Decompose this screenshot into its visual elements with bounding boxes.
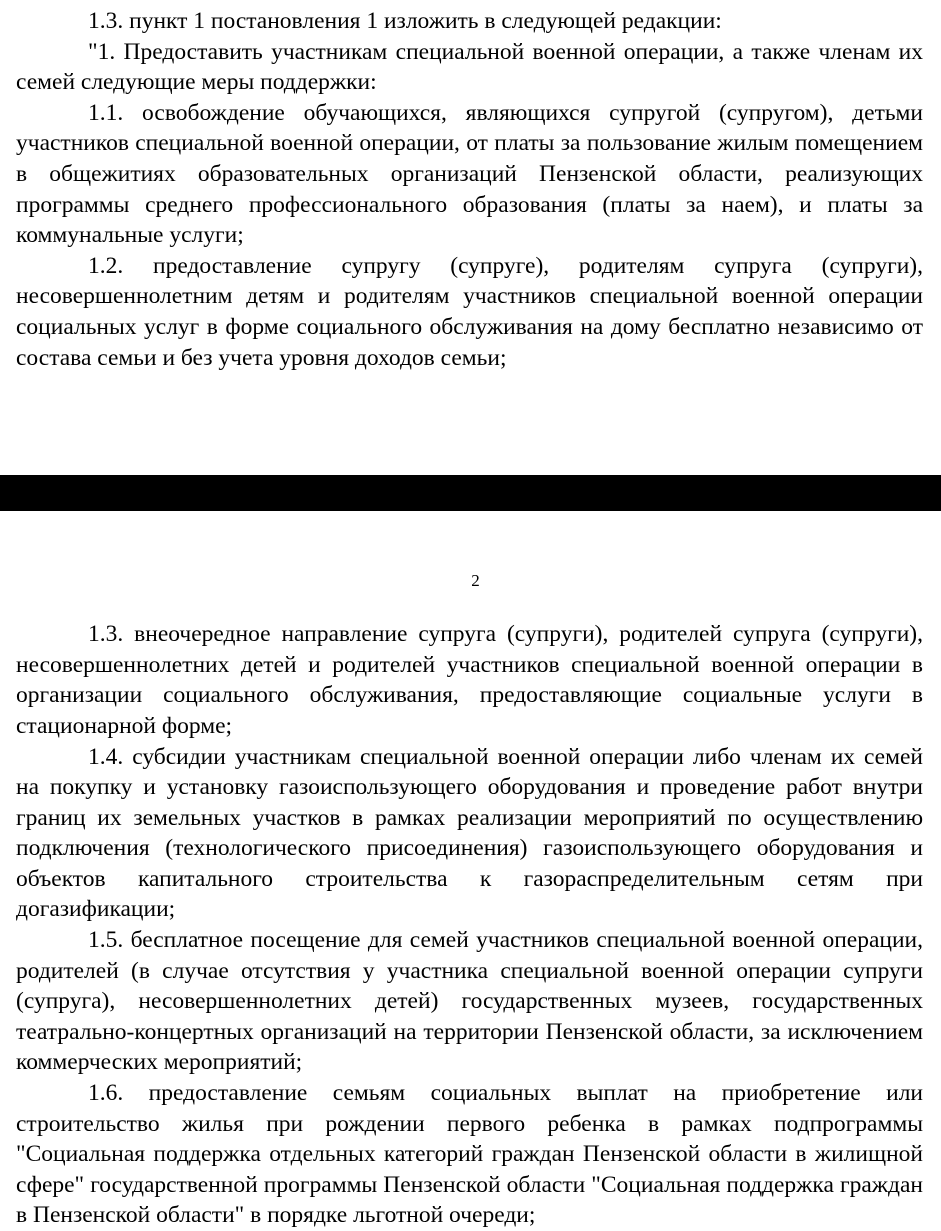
paragraph-1-5: 1.5. бесплатное посещение для семей участников специальной военной операции, родителей (в случае отсутствия у участника специальной военной операции супруги (супруга), несовершеннолетних детей) государственных музеев, государственных театрально-концертных организаций на территории Пензенской области, за исключением коммерческих мероприятий; bbox=[16, 927, 923, 1076]
document-page-2 bbox=[0, 511, 941, 1231]
paragraph-1-6: 1.6. предоставление семьям социальных выплат на приобретение или строительство жилья при рождении первого ребенка в рамках подпрограммы "Социальная поддержка отдельных категорий граждан Пензенской области в жилищной сфере" государственной программы Пензенской области "Социальная поддержка граждан в Пензенской области" в порядке льготной очереди; bbox=[16, 1080, 923, 1229]
paragraph-1-4: 1.4. субсидии участникам специальной военной операции либо членам их семей на покупку и установку газоиспользующего оборудования и проведение работ внутри границ их земельных участков в рамках реализации мероприятий по осуществлению подключения (технологического присоединения) газоиспользующего оборудования и объектов капитального строительства к газораспределительным сетям при догазификации; bbox=[16, 743, 923, 923]
paragraph-1-3: 1.3. внеочередное направление супруга (супруги), родителей супруга (супруги), несовершеннолетних детей и родителей участников специальной военной операции в организации социального обслуживания, предоставляющие социальные услуги в стационарной форме; bbox=[16, 621, 923, 739]
page-2-top-margin bbox=[16, 511, 923, 571]
page-number: 2 bbox=[471, 571, 480, 591]
paragraph-1-2: 1.2. предоставление супругу (супруге), родителям супруга (супруги), несовершеннолетним детям и родителям участников специальной военной операции социальных услуг в форме социального обслуживания на дому бесплатно независимо от состава семьи и без учета уровня доходов семьи; bbox=[16, 252, 923, 371]
page-bottom-whitespace bbox=[0, 373, 941, 475]
paragraph-1-1: 1.1. освобождение обучающихся, являющихся супругой (супругом), детьми участников специальной военной операции, от платы за пользование жилым помещением в общежитиях образовательных организаций Пензенской области, реализующих программы среднего профессионального образования (платы за наем), и платы за коммунальные услуги; bbox=[16, 99, 923, 249]
document-page-1 bbox=[0, 0, 941, 373]
page-number-spacer bbox=[16, 591, 923, 619]
paragraph-1-quote: "1. Предоставить участникам специальной военной операции, а также членам их семей следующие меры поддержки: bbox=[16, 38, 923, 96]
paragraph-1-3-intro: 1.3. пункт 1 постановления 1 изложить в следующей редакции: bbox=[88, 8, 722, 34]
page-separator-band bbox=[0, 475, 941, 511]
